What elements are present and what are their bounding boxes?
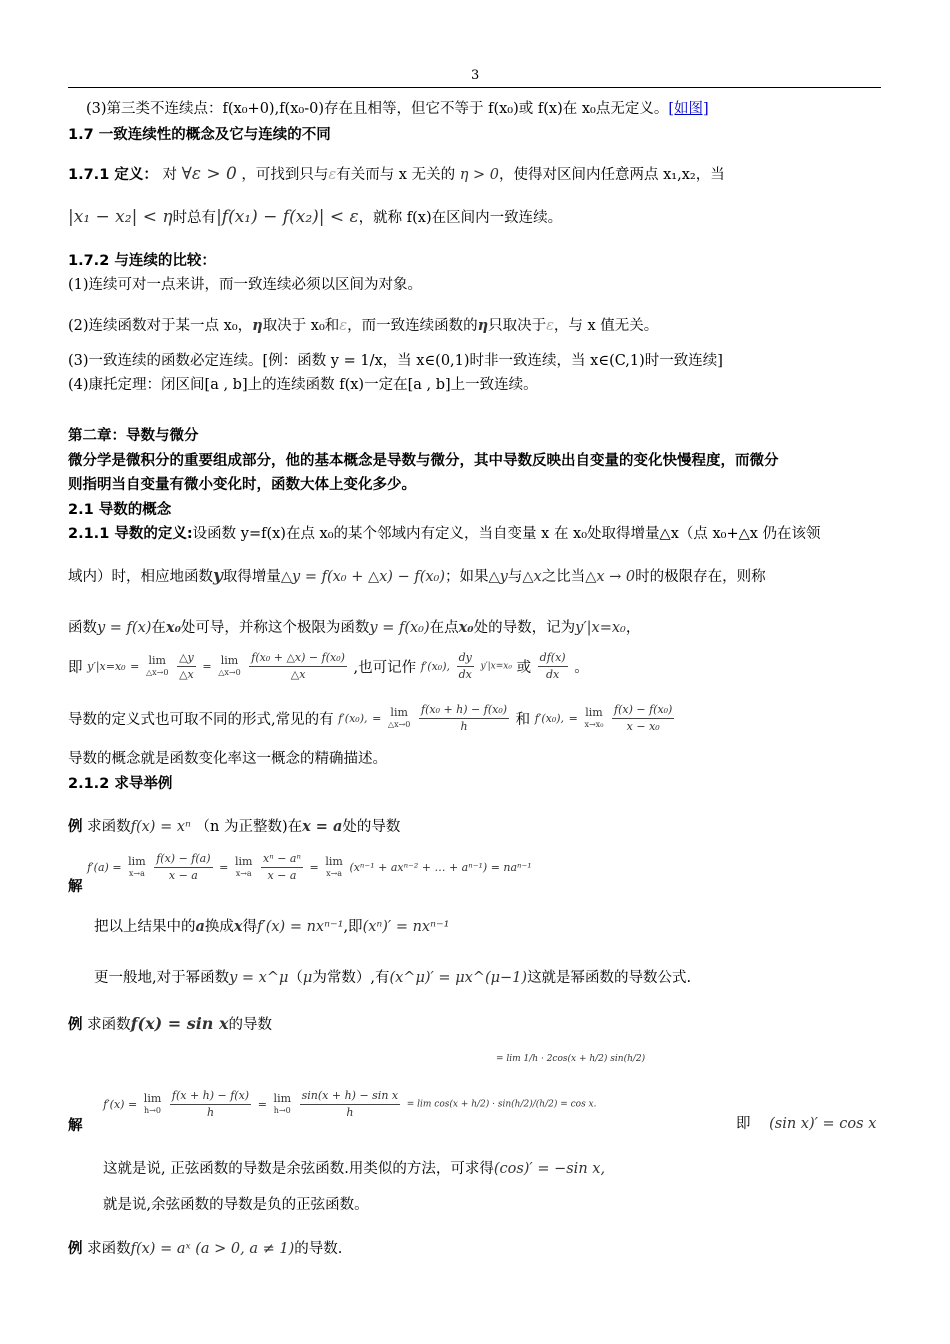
figure-link[interactable]: [如图] — [668, 101, 709, 117]
solution-2-then: 即 (sin x)′ = cos x — [736, 1116, 877, 1132]
def-2-1-1-line2: 域内）时，相应地函数y取得增量△y = f(x₀ + △x) − f(x₀)；如果△y与△x之比当△x → 0时的极限存在，则称 — [68, 566, 766, 586]
solution-1: 解 f′(a) = lim x→a $\frac{f(x) - f(a)}{x - a}$ = lim x→a $\frac{\text{xⁿ − aⁿ}}{x - a}$ = lim x→a (xⁿ⁻¹ + axⁿ⁻² + … + aⁿ⁻¹) = naⁿ⁻¹ — [68, 852, 532, 895]
sin-top-line: = lim 1/h · 2cos(x + h/2) sin(h/2) — [496, 1054, 646, 1064]
alt-desc: 导数的概念就是函数变化率这一概念的精确描述。 — [68, 751, 387, 767]
section-2-1: 2.1 导数的概念 — [68, 502, 172, 518]
example-2-result-2: 就是说,余弦函数的导数是负的正弦函数。 — [103, 1197, 369, 1213]
type3-line: (3)第三类不连续点：f(x₀+0),f(x₀-0)存在且相等，但它不等于 f(x₀)或 f(x)在 x₀点无定义。[如图] — [86, 101, 709, 117]
page-number: 3 — [471, 68, 480, 83]
def-label-2: 2.1.1 导数的定义: — [68, 526, 193, 542]
abs-x: |x₁ − x₂| < η — [68, 207, 173, 227]
def-formula-line: 即 y′|x=x₀ = lim △x→0 $\frac{\triangle y}{\triangle x}$ = lim △x→0 $\frac{\text{f(x₀ + △x) − f(x₀)}}{\triangle x}$ ,也可记作 f′(x₀), $\frac{dy}{dx}$ y′|x=x₀ 或 $\frac{df(x)}{dx}$ 。 — [68, 651, 589, 681]
example-1: 例 求函数f(x) = xⁿ （n 为正整数)在x = a处的导数 — [68, 818, 401, 835]
eta-symbol: η — [252, 317, 263, 334]
example-2: 例 求函数f(x) = sin x的导数 — [68, 1014, 273, 1033]
cmp-title: 1.7.2 与连续的比较： — [68, 253, 216, 269]
def-label: 1.7.1 定义： — [68, 167, 158, 183]
eps: ε — [328, 167, 337, 183]
cmp-2: (2)连续函数对于某一点 x₀，η取决于 x₀和ε，而一致连续函数的η只取决于ε，与 x 值无关。 — [68, 317, 659, 334]
example-1-general: 更一般地,对于幂函数y = x^μ（μ为常数）,有(x^μ)′ = μx^(μ−1)这就是幂函数的导数公式. — [94, 970, 692, 986]
example-1-result: 把以上结果中的a换成x得f′(x) = nxⁿ⁻¹,即(xⁿ)′ = nxⁿ⁻¹ — [94, 918, 450, 935]
def-1-7-1-line2: |x₁ − x₂| < η时总有|f(x₁) − f(x₂)| < ε，就称 f(x)在区间内一致连续。 — [68, 207, 563, 227]
def-2-1-1-line1: 2.1.1 导数的定义:设函数 y=f(x)在点 x₀的某个邻域内有定义，当自变量 x 在 x₀处取得增量△x（点 x₀+△x 仍在该领 — [68, 526, 821, 542]
cmp-3: (3)一致连续的函数必定连续。[例：函数 y = 1/x，当 x∈(0,1)时非一致连续，当 x∈(C,1)时一致连续] — [68, 353, 723, 369]
alt-forms-line: 导数的定义式也可取不同的形式,常见的有 f′(x₀), = lim △x→0 $\frac{\text{f(x₀ + h) − f(x₀)}}{h}$ 和 f′(x₀), = lim x→x₀ $\frac{\text{f(x) − f(x₀)}}{\text{x − x₀}}$ — [68, 703, 673, 733]
example-2-result-1: 这就是说, 正弦函数的导数是余弦函数.用类似的方法，可求得(cos)′ = −sin x, — [103, 1161, 606, 1177]
section-1-7-title: 1.7 一致连续性的概念及它与连续的不同 — [68, 127, 331, 143]
chapter-2-title: 第二章：导数与微分 — [68, 428, 199, 444]
def-2-1-1-line3: 函数y = f(x)在x₀处可导，并称这个极限为函数y = f(x₀)在点x₀处的导数，记为y′|x=x₀， — [68, 619, 641, 636]
abs-f: |f(x₁) − f(x₂)| < ε — [216, 207, 359, 227]
solution-2: 解 f′(x) = lim h→0 $\frac{f(x + h) - f(x)}{h}$ = lim h→0 $\frac{\text{sin(x + h) − sin x}}{h}$ = lim cos(x + h/2) · sin(h/2)/(h/2) = cos x. — [68, 1089, 597, 1134]
header-rule — [68, 87, 881, 88]
eta: η > 0 — [459, 167, 499, 183]
chapter-2-intro-1: 微分学是微积分的重要组成部分，他的基本概念是导数与微分，其中导数反映出自变量的变化快慢程度，而微分 — [68, 453, 779, 469]
dy-def: △y = f(x₀ + △x) − f(x₀) — [280, 569, 446, 585]
cmp-1: (1)连续可对一点来讲，而一致连续必须以区间为对象。 — [68, 277, 423, 293]
cmp-4: (4)康托定理：闭区间[a , b]上的连续函数 f(x)一定在[a , b]上一致连续。 — [68, 377, 538, 393]
forall-eps: ∀ε > 0 — [181, 164, 237, 184]
example-3: 例 求函数f(x) = aˣ (a > 0, a ≠ 1)的导数. — [68, 1241, 343, 1257]
section-2-1-2: 2.1.2 求导举例 — [68, 776, 173, 792]
chapter-2-intro-2: 则指明当自变量有微小变化时，函数大体上变化多少。 — [68, 477, 416, 493]
def-1-7-1-line1: 1.7.1 定义： 对 ∀ε > 0 ，可找到只与ε有关而与 x 无关的 η > 0，使得对区间内任意两点 x₁,x₂，当 — [68, 164, 725, 184]
